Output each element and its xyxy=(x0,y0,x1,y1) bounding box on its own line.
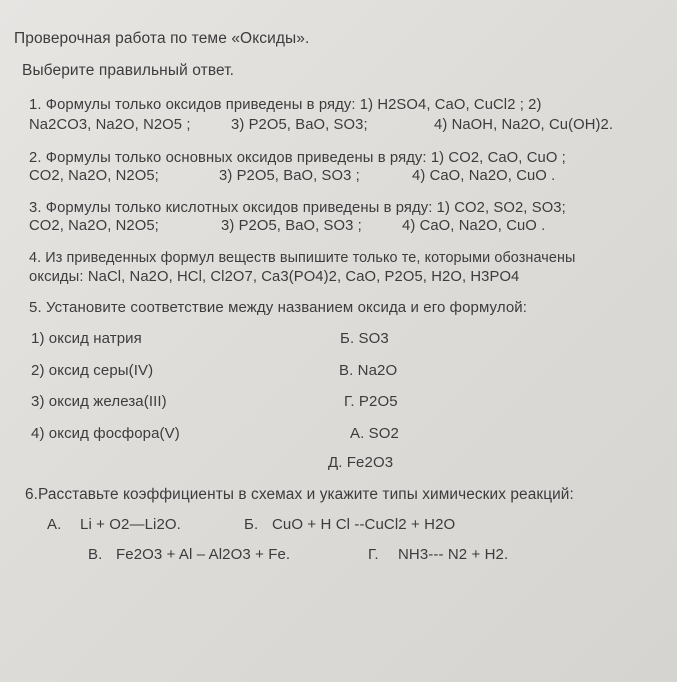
instructions: Выберите правильный ответ. xyxy=(22,62,235,79)
question-2-option-2: CO2, Na2O, N2O5; xyxy=(29,168,159,184)
scheme-v: Fe2O3 + Al – Al2O3 + Fe. xyxy=(116,546,291,563)
question-5-text: 5. Установите соответствие между названием оксида и его формулой: xyxy=(29,299,528,316)
oxide-name-2: 2) оксид серы(IV) xyxy=(31,362,154,379)
scheme-b: CuO + H Cl --CuCl2 + H2O xyxy=(272,516,456,533)
question-1-text: 1. Формулы только оксидов приведены в ряду: 1) H2SO4, CaO, CuCl2 ; 2) xyxy=(29,97,542,113)
question-1-option-2: Na2CO3, Na2O, N2O5 ; xyxy=(29,117,191,133)
oxide-formula-g: Г. P2O5 xyxy=(344,393,398,410)
question-4-text: 4. Из приведенных формул веществ выпишите только те, которыми обозначены xyxy=(29,250,576,266)
oxide-name-4: 4) оксид фосфора(V) xyxy=(31,425,180,442)
question-2-option-4: 4) CaO, Na2O, CuO . xyxy=(412,168,556,184)
oxide-formula-d: Д. Fe2O3 xyxy=(328,454,394,471)
question-3-text: 3. Формулы только кислотных оксидов приведены в ряду: 1) CO2, SO2, SO3; xyxy=(29,200,566,216)
page-title: Проверочная работа по теме «Оксиды». xyxy=(14,30,310,47)
scheme-g: NH3--- N2 + H2. xyxy=(398,546,509,563)
oxide-formula-a: А. SO2 xyxy=(350,425,399,442)
question-4-formulas: оксиды: NaCl, Na2O, HCl, Cl2O7, Ca3(PO4)2, CaO, P2O5, H2O, H3PO4 xyxy=(29,269,520,285)
question-3-option-4: 4) CaO, Na2O, CuO . xyxy=(402,218,546,234)
question-3-option-3: 3) P2O5, BaO, SO3 ; xyxy=(221,218,362,234)
question-2-option-3: 3) P2O5, BaO, SO3 ; xyxy=(219,168,360,184)
scheme-a: Li + O2—Li2O. xyxy=(80,516,181,533)
oxide-formula-b: Б. SO3 xyxy=(340,330,389,347)
question-1-option-3: 3) P2O5, BaO, SO3; xyxy=(231,117,368,133)
oxide-name-3: 3) оксид железа(III) xyxy=(31,393,167,410)
question-6-text: 6.Расставьте коэффициенты в схемах и укажите типы химических реакций: xyxy=(25,486,574,503)
scheme-v-label: В. xyxy=(88,546,103,563)
oxide-formula-v: В. Na2O xyxy=(339,362,398,379)
question-2-text: 2. Формулы только основных оксидов приведены в ряду: 1) CO2, CaO, CuO ; xyxy=(29,150,566,166)
scheme-b-label: Б. xyxy=(244,516,259,533)
oxide-name-1: 1) оксид натрия xyxy=(31,330,142,347)
question-3-option-2: CO2, Na2O, N2O5; xyxy=(29,218,159,234)
question-1-option-4: 4) NaOH, Na2O, Cu(OH)2. xyxy=(434,117,614,133)
scheme-a-label: А. xyxy=(47,516,62,533)
scheme-g-label: Г. xyxy=(368,546,379,563)
